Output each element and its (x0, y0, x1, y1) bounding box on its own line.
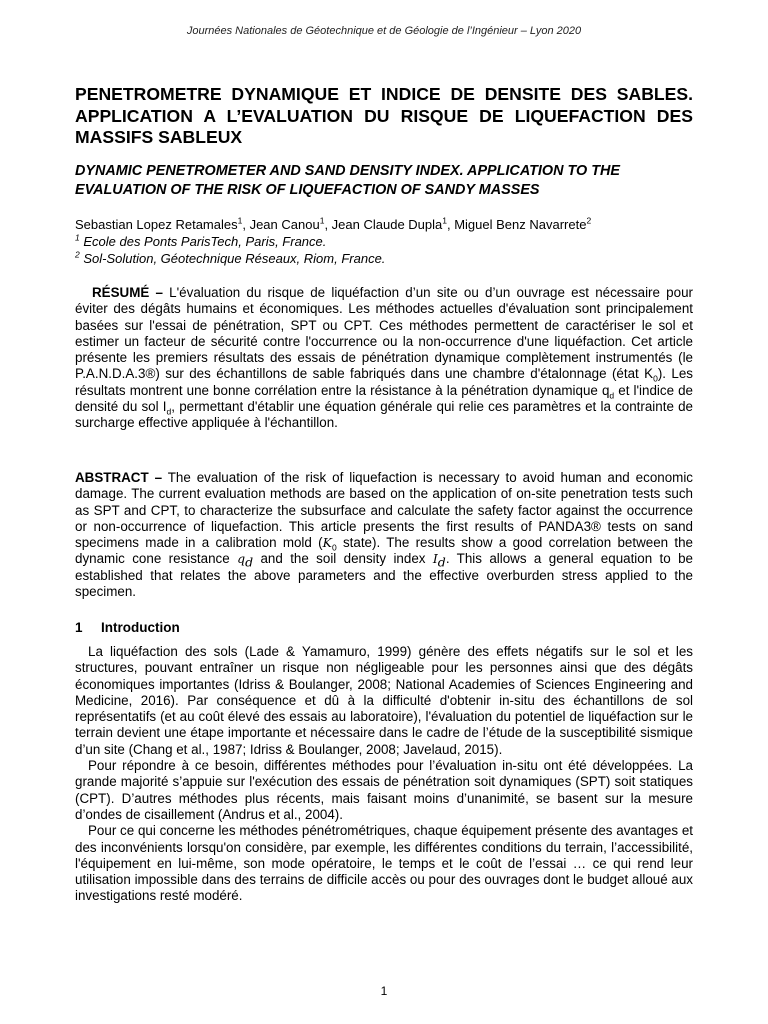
page-number: 1 (380, 984, 388, 998)
affiliation-mark: 2 (75, 249, 80, 260)
body-paragraph: Pour répondre à ce besoin, différentes méthodes pour l’évaluation in-situ ont été développées. La grande majorité s’appuie sur l'exécution des essais de pénétration soit dynamiques (SPT) soit statiques (CPT). D’autres méthodes plus récents, mais faisant moins d’unanimité, se basent sur la mesure d’ondes de cisaillement (Andrus et al., 2004). (75, 758, 693, 822)
abstract-paragraph (75, 470, 693, 600)
affiliation (75, 233, 693, 250)
author-separator: , (324, 217, 332, 232)
section-heading (75, 620, 180, 635)
subscript: d (166, 406, 172, 417)
paper-subtitle: DYNAMIC PENETROMETER AND SAND DENSITY INDEX. APPLICATION TO THE EVALUATION OF THE RISK OF LIQUEFACTION OF SANDY MASSES (75, 163, 621, 198)
math-symbol: I (432, 551, 438, 567)
affiliation (75, 250, 693, 267)
author-name: Miguel Benz Navarrete (454, 217, 587, 232)
affiliation-text: Sol-Solution, Géotechnique Réseaux, Riom, France. (83, 251, 386, 266)
math-symbol: q (237, 551, 246, 567)
subscript: d (245, 555, 254, 571)
resume-paragraph (75, 285, 693, 432)
subscript: 0 (653, 374, 658, 385)
resume-label: RÉSUMÉ – (92, 285, 163, 300)
author-separator: , (242, 217, 250, 232)
author-separator: , (446, 217, 455, 232)
resume-text: ). Les résultats montrent une bonne corrélation entre la résistance à la pénétration dynamique q (75, 366, 693, 398)
abstract-text: state). The results show a good correlation between the dynamic cone resistance (75, 535, 693, 567)
author-name: Sebastian Lopez Retamales (75, 217, 238, 232)
math-symbol: K (322, 535, 332, 551)
author-name: Jean Canou (249, 217, 320, 232)
author-affiliation-mark: 1 (237, 215, 243, 226)
abstract-text: and the soil density index (253, 551, 433, 567)
subscript: d (437, 555, 446, 571)
section-title: Introduction (101, 620, 180, 635)
abstract-label: ABSTRACT – (75, 470, 163, 485)
author-name: Jean Claude Dupla (331, 217, 443, 232)
author-affiliation-mark: 2 (586, 215, 592, 226)
running-header: Journées Nationales de Géotechnique et de Géologie de l’Ingénieur – Lyon 2020 (186, 25, 582, 37)
abstract-text: The evaluation of the risk of liquefaction is necessary to avoid human and economic damage. The current evaluation methods are based on the application of on-site penetration tests such as SPT and CPT, to characterize the subsurface and calculate the safety factor against the occurrence or non-occurrence of liquefaction. This article presents the first results of PANDA3® tests on sand specimens made in a calibration mold ( (75, 470, 693, 551)
paper-title: PENETROMETRE DYNAMIQUE ET INDICE DE DENSITE DES SABLES. APPLICATION A L’EVALUATION DU RISQUE DE LIQUEFACTION DES MASSIFS SABLEUX (75, 84, 693, 147)
resume-text: et l'indice de densité du sol I (75, 382, 694, 415)
subscript: 0 (331, 542, 337, 553)
intro-body (75, 644, 693, 905)
section-number: 1 (75, 620, 83, 635)
resume-text: , permettant d'établir une équation générale qui relie ces paramètres et la contrainte de surcharge effective appliquée à l'échantillon. (75, 399, 693, 431)
resume-text: L'évaluation du risque de liquéfaction d’un site ou d’un ouvrage est nécessaire pour éviter des dégâts humains et économiques. Les méthodes actuelles d'évaluation sont principalement basées sur l'essai de pénétration, SPT ou CPT. Ces méthodes permettent de caractériser le sol et estimer un facteur de sécurité contre l'occurrence ou la non-occurrence d'une liquéfaction. Cet article présente les premiers résultats des essais de pénétration dynamique complètement instrumentés (le P.A.N.D.A.3®) sur des échantillons de sable fabriqués dans une chambre d'étalonnage (état K (75, 285, 693, 382)
author-affiliation-mark: 1 (442, 215, 447, 226)
abstract-text: . This allows a general equation to be established that relates the above parameters and the effective overburden stress applied to the specimen. (75, 551, 693, 600)
affiliation-mark: 1 (75, 232, 80, 243)
author-block (75, 216, 693, 267)
author-affiliation-mark: 1 (319, 215, 325, 226)
body-paragraph: Pour ce qui concerne les méthodes pénétrométriques, chaque équipement présente des avantages et des inconvénients lorsqu'on considère, par exemple, les différentes conditions du terrain, l’accessibilité, l'équipement en lui-même, son mode opératoire, le temps et le coût de l’essai … ce qui rend leur utilisation impossible dans des terrains de difficile accès ou pour des ouvrages dont le budget alloué aux investigations resté modéré. (75, 823, 693, 904)
body-paragraph: La liquéfaction des sols (Lade & Yamamuro, 1999) génère des effets négatifs sur le sol et les structures, pouvant entraîner un risque non négligeable pour les personnes ainsi que des dégâts économiques importantes (Idriss & Boulanger, 2008; National Academies of Sciences Engineering and Medicine, 2016). Par conséquence et dû à la difficulté d'obtenir in-situ des échantillons de sol représentatifs (et au coût élevé des essais au laboratoire), l'évaluation du potentiel de liquéfaction sur le terrain devient une étape importante et nécessaire dans le cadre de l’étude de la susceptibilité sismique d’un site (Chang et al., 1987; Idriss & Boulanger, 2008; Javelaud, 2015). (75, 644, 693, 757)
affiliation-text: Ecole des Ponts ParisTech, Paris, France. (83, 234, 327, 249)
author-list (75, 216, 693, 233)
subscript: d (609, 390, 615, 401)
